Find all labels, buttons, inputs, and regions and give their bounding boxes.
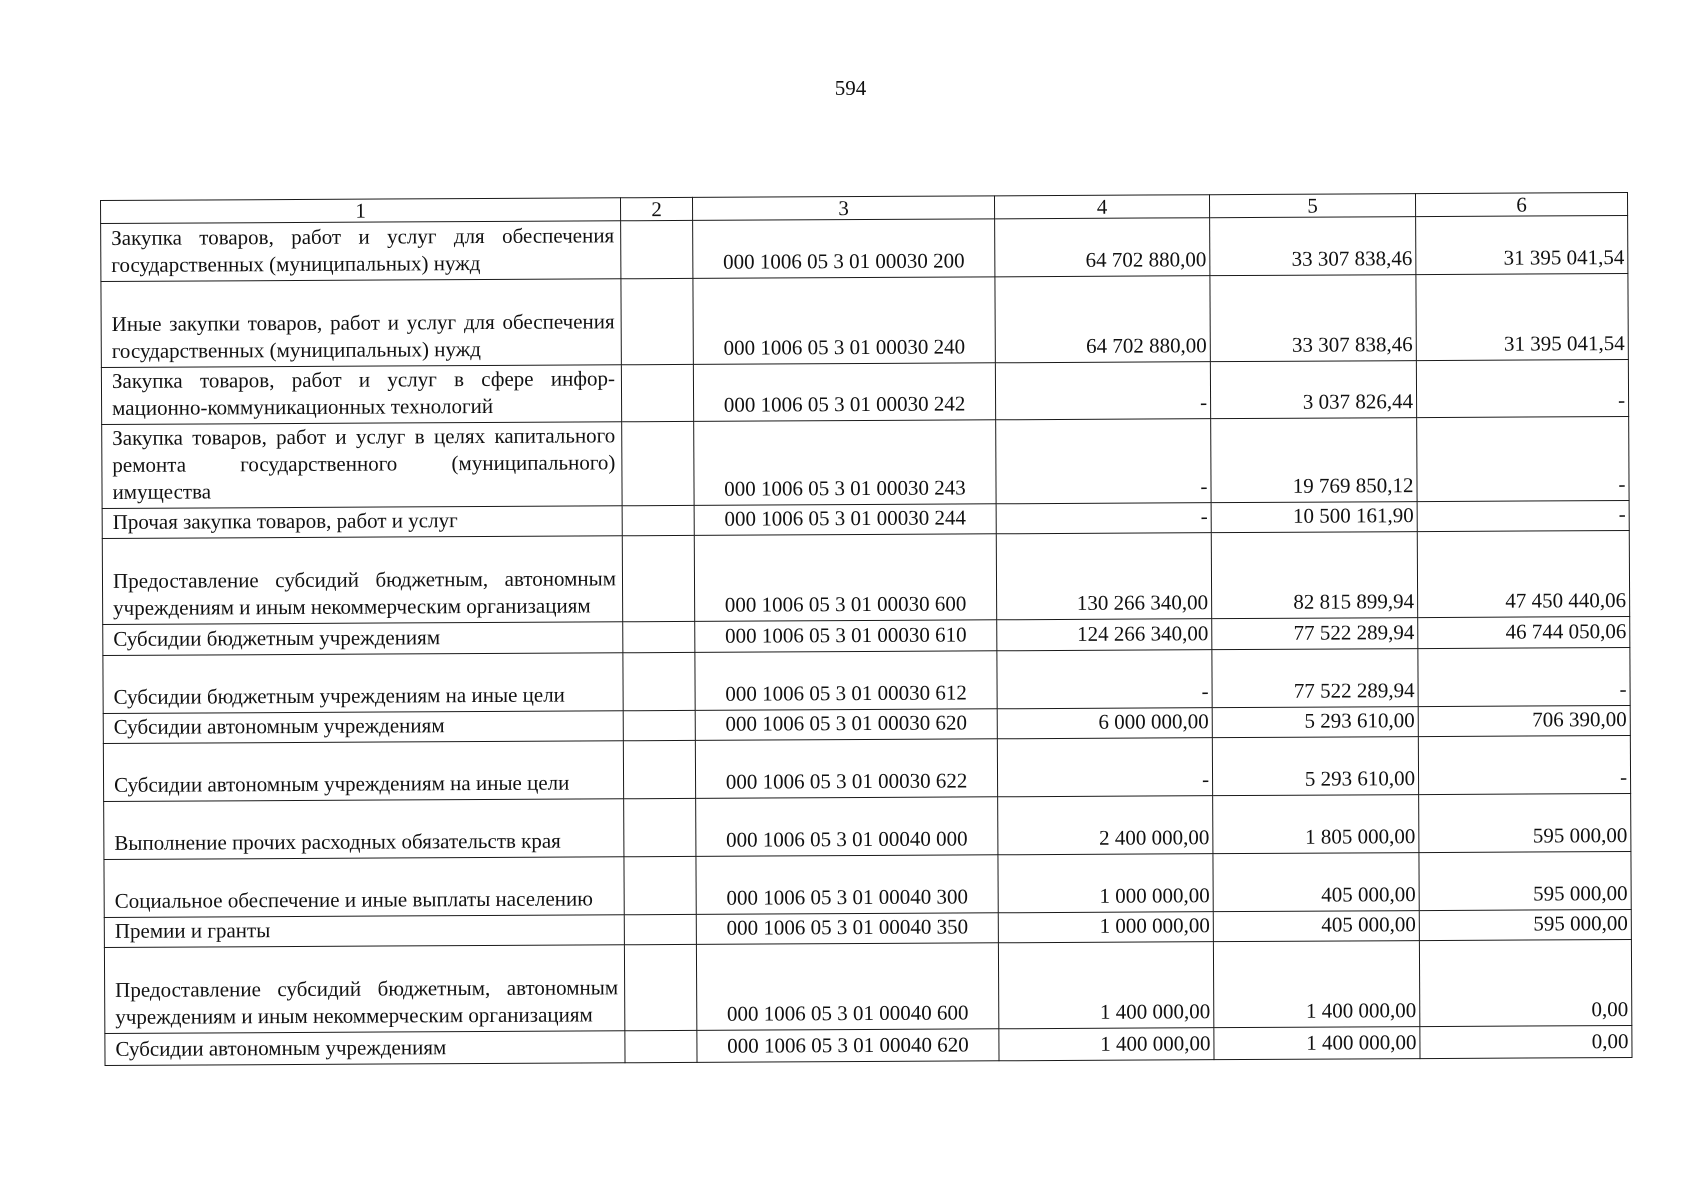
row-executed-cell: 77 522 289,94 [1212, 618, 1418, 650]
row-name-cell: Иные закупки товаров, работ и услуг для обеспечения государственных (муниципальных) нужд [101, 279, 621, 368]
row-executed-cell: 1 400 000,00 [1214, 1027, 1420, 1060]
table-row [105, 1025, 1632, 1065]
row-executed-cell: 77 522 289,94 [1212, 649, 1418, 708]
row-remaining-cell: - [1418, 735, 1630, 794]
row-planned-cell: 1 400 000,00 [998, 942, 1213, 1029]
row-col2-cell [623, 652, 695, 710]
row-executed-cell: 5 293 610,00 [1212, 737, 1418, 796]
row-code-cell: 000 1006 05 3 01 00040 620 [697, 1029, 999, 1063]
header-cell-5: 5 [1209, 194, 1415, 218]
row-name-cell: Предоставление субсидий бюджетным, автономным учреждениям и иным некоммерческим организациям [104, 945, 624, 1034]
row-executed-cell: 1 400 000,00 [1213, 941, 1419, 1028]
row-planned-cell: - [996, 503, 1211, 534]
row-code-cell: 000 1006 05 3 01 00030 620 [695, 709, 997, 741]
row-planned-cell: 1 000 000,00 [998, 912, 1213, 943]
header-cell-6: 6 [1415, 193, 1627, 217]
row-remaining-cell: 46 744 050,06 [1418, 616, 1630, 648]
row-code-cell: 000 1006 05 3 01 00030 242 [693, 363, 995, 422]
table-row [104, 851, 1631, 917]
row-col2-cell [624, 944, 696, 1030]
row-executed-cell: 5 293 610,00 [1212, 707, 1418, 738]
row-code-cell: 000 1006 05 3 01 00040 000 [696, 797, 998, 857]
row-col2-cell [624, 798, 696, 856]
row-code-cell: 000 1006 05 3 01 00030 622 [695, 739, 997, 799]
row-col2-cell [622, 535, 694, 621]
row-name-cell: Субсидии автономным учреждениям [105, 1031, 625, 1066]
row-remaining-cell: 706 390,00 [1418, 705, 1630, 736]
row-executed-cell: 82 815 899,94 [1211, 532, 1417, 619]
row-planned-cell: 1 400 000,00 [999, 1028, 1214, 1061]
row-name-cell: Закупка товаров, работ и услуг в сфере информационно-коммуникационных технологий [101, 365, 621, 425]
row-col2-cell [621, 220, 693, 278]
row-code-cell: 000 1006 05 3 01 00030 200 [693, 219, 995, 279]
row-executed-cell: 10 500 161,90 [1211, 502, 1417, 533]
row-executed-cell: 3 037 826,44 [1210, 361, 1416, 419]
row-col2-cell [624, 856, 696, 914]
row-col2-cell [622, 505, 694, 535]
row-code-cell: 000 1006 05 3 01 00030 244 [694, 504, 996, 536]
header-cell-2: 2 [620, 197, 692, 220]
row-name-cell: Предоставление субсидий бюджетным, автономным учреждениям и иным некоммерческим организациям [102, 536, 622, 625]
header-cell-3: 3 [692, 196, 994, 221]
row-remaining-cell: 0,00 [1420, 1025, 1632, 1058]
row-code-cell: 000 1006 05 3 01 00030 600 [694, 534, 996, 622]
row-remaining-cell: 31 395 041,54 [1416, 216, 1628, 275]
row-code-cell: 000 1006 05 3 01 00040 350 [696, 913, 998, 945]
row-col2-cell [622, 421, 694, 505]
row-code-cell: 000 1006 05 3 01 00040 300 [696, 855, 998, 915]
row-executed-cell: 1 805 000,00 [1213, 795, 1419, 854]
budget-table-container [100, 192, 1633, 1066]
row-planned-cell: 1 000 000,00 [998, 854, 1213, 913]
row-planned-cell: 130 266 340,00 [996, 533, 1211, 620]
row-planned-cell: 2 400 000,00 [998, 796, 1213, 855]
row-remaining-cell: - [1416, 359, 1628, 417]
row-planned-cell: 64 702 880,00 [995, 218, 1210, 277]
row-col2-cell [625, 1030, 697, 1062]
row-remaining-cell: 31 395 041,54 [1416, 274, 1628, 361]
row-name-cell: Субсидии бюджетным учреждениям [103, 622, 623, 656]
row-col2-cell [621, 364, 693, 421]
row-executed-cell: 405 000,00 [1213, 911, 1419, 942]
row-planned-cell: - [996, 419, 1211, 504]
row-planned-cell: 124 266 340,00 [997, 619, 1212, 651]
row-name-cell: Социальное обеспечение и иные выплаты населению [104, 857, 624, 918]
table-row [104, 793, 1631, 859]
row-name-cell: Закупка товаров, работ и услуг для обеспечения государственных (муниципальных) нужд [101, 221, 621, 282]
row-code-cell: 000 1006 05 3 01 00040 600 [696, 943, 998, 1031]
page-number: 594 [834, 76, 867, 100]
row-col2-cell [623, 710, 695, 740]
row-planned-cell: 64 702 880,00 [995, 276, 1210, 363]
row-col2-cell [623, 621, 695, 652]
row-name-cell: Субсидии бюджетным учреждениям на иные цели [103, 653, 623, 714]
budget-table [100, 192, 1633, 1066]
table-row [103, 735, 1630, 801]
row-executed-cell: 19 769 850,12 [1211, 418, 1417, 503]
row-remaining-cell: 595 000,00 [1419, 793, 1631, 852]
row-executed-cell: 405 000,00 [1213, 853, 1419, 912]
row-code-cell: 000 1006 05 3 01 00030 612 [695, 651, 997, 711]
row-name-cell: Субсидии автономным учреждениям на иные цели [103, 741, 623, 802]
row-remaining-cell: - [1418, 647, 1630, 706]
table-row [101, 274, 1628, 368]
row-executed-cell: 33 307 838,46 [1210, 217, 1416, 276]
row-name-cell: Премии и гранты [104, 915, 624, 948]
row-name-cell: Субсидии автономным учреждениям [103, 711, 623, 744]
row-planned-cell: - [997, 738, 1212, 797]
row-planned-cell: - [997, 650, 1212, 709]
table-row [101, 359, 1628, 424]
table-row [103, 647, 1630, 713]
header-cell-4: 4 [994, 195, 1209, 219]
row-col2-cell [623, 740, 695, 798]
row-remaining-cell: 0,00 [1419, 939, 1631, 1026]
table-row [101, 216, 1628, 282]
header-cell-1: 1 [101, 198, 621, 224]
row-name-cell: Закупка товаров, работ и услуг в целях капитального ремонта государственного (муниципального) имущества [102, 422, 622, 509]
row-code-cell: 000 1006 05 3 01 00030 240 [693, 277, 995, 365]
row-remaining-cell: - [1417, 416, 1629, 501]
table-row [104, 939, 1631, 1033]
row-remaining-cell: 595 000,00 [1419, 909, 1631, 940]
row-planned-cell: 6 000 000,00 [997, 708, 1212, 739]
row-executed-cell: 33 307 838,46 [1210, 275, 1416, 362]
row-remaining-cell: 595 000,00 [1419, 851, 1631, 910]
table-row [102, 530, 1629, 624]
table-body [101, 216, 1632, 1066]
row-col2-cell [624, 914, 696, 944]
row-col2-cell [621, 278, 693, 364]
row-planned-cell: - [995, 362, 1210, 420]
row-code-cell: 000 1006 05 3 01 00030 610 [695, 620, 997, 653]
row-remaining-cell: 47 450 440,06 [1417, 530, 1629, 617]
row-name-cell: Прочая закупка товаров, работ и услуг [102, 506, 622, 539]
row-code-cell: 000 1006 05 3 01 00030 243 [694, 420, 996, 506]
row-name-cell: Выполнение прочих расходных обязательств края [104, 799, 624, 860]
table-row [102, 416, 1629, 508]
row-remaining-cell: - [1417, 500, 1629, 531]
